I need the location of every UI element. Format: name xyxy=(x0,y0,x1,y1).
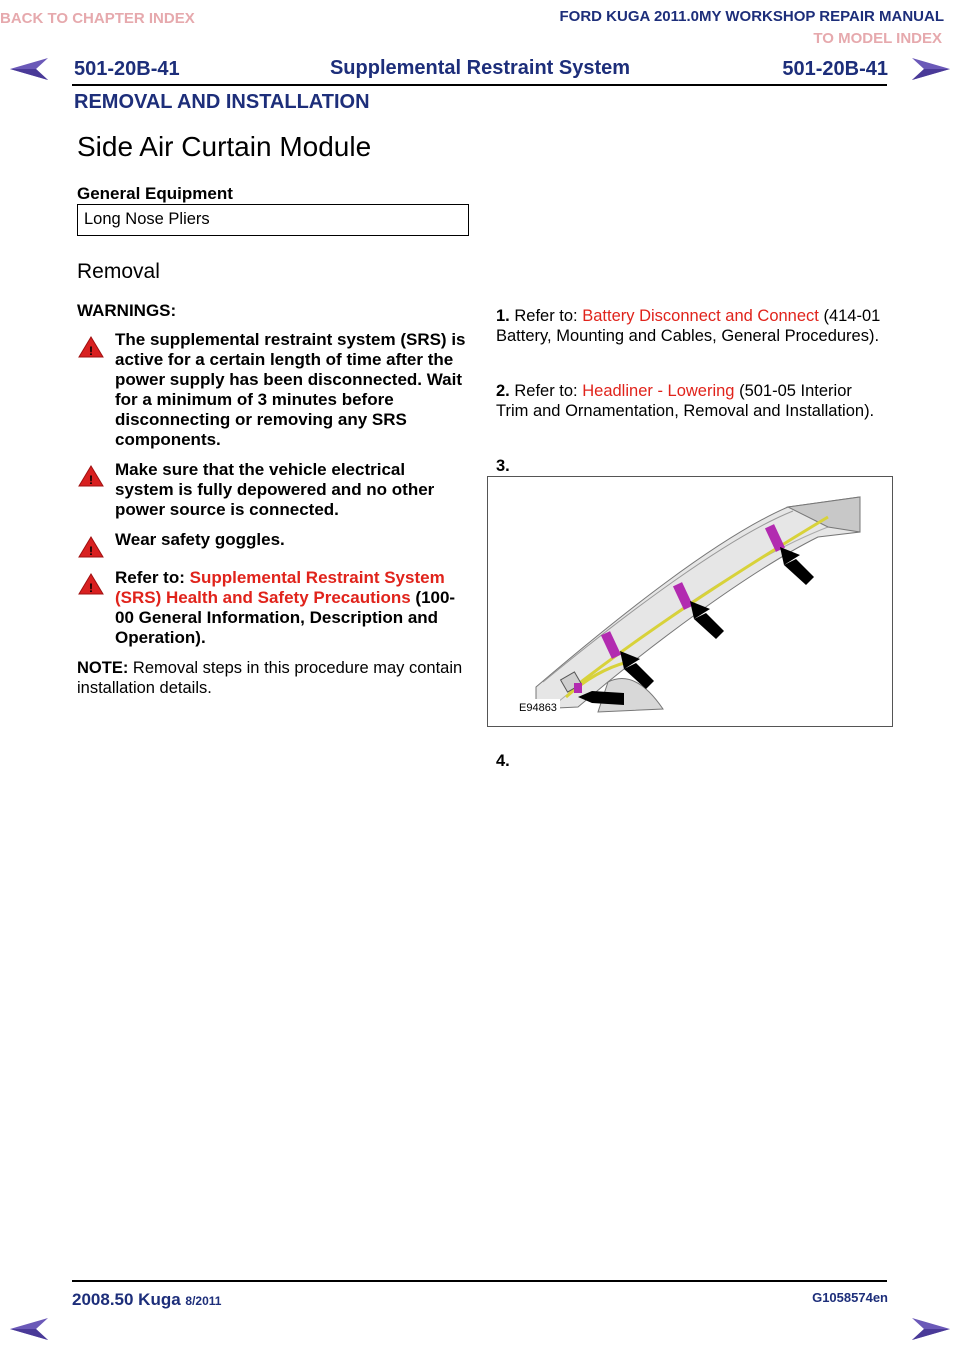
general-equipment-heading: General Equipment xyxy=(77,184,233,203)
manual-title: FORD KUGA 2011.0MY WORKSHOP REPAIR MANUAL xyxy=(559,8,944,25)
warning-depowered: Make sure that the vehicle electrical system is fully depowered and no other power source is connected. xyxy=(115,460,435,519)
step-1 xyxy=(496,306,888,346)
warning-srs-active: The supplemental restraint system (SRS) is active for a certain length of time after the power supply has been disconnected. Wait for a minimum of 3 minutes before disconnecting or removing any SRS components. xyxy=(115,330,466,449)
next-page-arrow-icon[interactable] xyxy=(912,1318,950,1340)
section-subtitle: REMOVAL AND INSTALLATION xyxy=(74,91,370,113)
step-3-number: 3. xyxy=(496,457,510,475)
note xyxy=(77,658,467,698)
step-number: 1. xyxy=(496,307,510,325)
svg-text:!: ! xyxy=(89,544,93,558)
step-2 xyxy=(496,381,888,421)
step-4-number: 4. xyxy=(496,752,510,770)
step-refer-suffix: (501-05 Interior Trim and Ornamentation, Removal and Installation). xyxy=(496,382,875,420)
svg-text:!: ! xyxy=(89,581,93,595)
note-label: NOTE: xyxy=(77,659,129,677)
step-refer-prefix: Refer to: xyxy=(514,307,583,325)
warnings-label: WARNINGS: xyxy=(77,301,177,320)
page-title: Side Air Curtain Module xyxy=(77,131,372,162)
previous-page-arrow-icon[interactable] xyxy=(10,1318,48,1340)
page-code-left: 501-20B-41 xyxy=(74,58,180,80)
warning-refer-prefix: Refer to: xyxy=(115,568,190,587)
warning-triangle-icon xyxy=(78,336,104,358)
side-air-curtain-illustration xyxy=(488,477,892,726)
warning-goggles: Wear safety goggles. xyxy=(115,530,285,549)
srs-precautions-link[interactable]: Supplemental Restraint System (SRS) Health and Safety Precautions xyxy=(115,568,445,607)
warning-triangle-icon xyxy=(78,573,104,595)
equipment-item: Long Nose Pliers xyxy=(84,210,210,228)
footer-model xyxy=(72,1290,221,1310)
svg-text:!: ! xyxy=(89,473,93,487)
page-code-right: 501-20B-41 xyxy=(782,58,888,80)
figure-e94863 xyxy=(487,476,893,727)
footer-code: G1058574en xyxy=(812,1290,888,1305)
section-title: Supplemental Restraint System xyxy=(329,57,631,79)
back-to-chapter-index-link[interactable]: BACK TO CHAPTER INDEX xyxy=(0,10,195,27)
equipment-table xyxy=(77,204,469,236)
footer-date: 8/2011 xyxy=(185,1294,222,1308)
to-model-index-link[interactable]: TO MODEL INDEX xyxy=(813,30,942,47)
battery-disconnect-link[interactable]: Battery Disconnect and Connect xyxy=(582,307,819,325)
step-refer-prefix: Refer to: xyxy=(514,382,583,400)
footer-rule xyxy=(72,1280,887,1282)
step-number: 2. xyxy=(496,382,510,400)
footer-model-name: 2008.50 Kuga xyxy=(72,1290,181,1309)
warning-refer-precautions xyxy=(115,568,467,648)
removal-heading: Removal xyxy=(77,260,160,283)
warning-triangle-icon xyxy=(78,536,104,558)
warning-refer-suffix: (100-00 General Information, Description and Operation). xyxy=(115,588,456,647)
header-rule xyxy=(72,84,887,86)
headliner-lowering-link[interactable]: Headliner - Lowering xyxy=(582,382,735,400)
figure-label: E94863 xyxy=(519,702,557,714)
svg-text:!: ! xyxy=(89,344,93,358)
warning-triangle-icon xyxy=(78,465,104,487)
step-refer-suffix: (414-01 Battery, Mounting and Cables, General Procedures). xyxy=(496,307,881,345)
note-text: Removal steps in this procedure may contain installation details. xyxy=(77,659,463,697)
